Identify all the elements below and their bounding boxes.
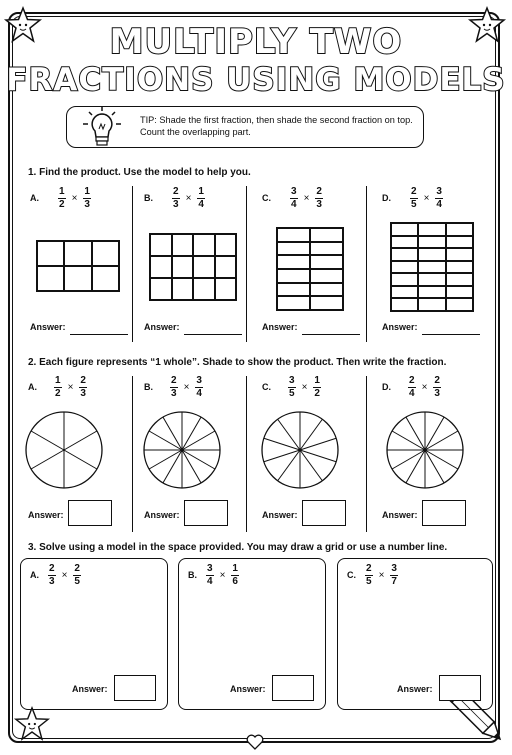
times-sign: × <box>185 193 192 204</box>
grid-cell[interactable] <box>310 242 343 256</box>
grid-cell[interactable] <box>277 228 310 242</box>
answer-label: Answer: <box>262 510 298 520</box>
denominator: 3 <box>171 388 177 399</box>
fraction <box>231 563 239 588</box>
numerator: 1 <box>198 186 204 197</box>
grid-cell[interactable] <box>446 236 473 249</box>
denominator: 4 <box>198 199 204 210</box>
divider <box>132 186 133 342</box>
denominator: 5 <box>74 576 80 587</box>
fraction <box>172 186 180 211</box>
answer-label: Answer: <box>230 684 266 694</box>
problem-letter: B. <box>144 382 153 392</box>
problem-letter: D. <box>382 193 391 203</box>
grid-cell[interactable] <box>310 255 343 269</box>
fraction <box>315 186 323 211</box>
denominator: 4 <box>196 388 202 399</box>
answer-label: Answer: <box>382 510 418 520</box>
numerator: 3 <box>436 186 442 197</box>
denominator: 4 <box>291 199 297 210</box>
denominator: 4 <box>207 576 213 587</box>
grid-cell[interactable] <box>277 283 310 297</box>
fraction-expression <box>48 563 81 588</box>
grid-cell[interactable] <box>277 255 310 269</box>
numerator: 2 <box>80 375 86 386</box>
section2-heading: 2. Each figure represents “1 whole”. Shade to show the product. Then write the fraction. <box>28 357 447 368</box>
divider <box>246 186 247 342</box>
grid-cell[interactable] <box>92 266 119 291</box>
circle-model[interactable] <box>260 410 340 490</box>
numerator: 2 <box>49 563 55 574</box>
section1-heading: 1. Find the product. Use the model to help you. <box>28 167 251 178</box>
fraction-expression <box>408 375 441 400</box>
numerator: 3 <box>391 563 397 574</box>
denominator: 2 <box>55 388 61 399</box>
answer-label: Answer: <box>30 322 66 332</box>
grid-cell[interactable] <box>418 261 445 274</box>
fraction-expression <box>172 186 205 211</box>
grid-cell[interactable] <box>172 234 194 256</box>
problem-letter: A. <box>30 193 39 203</box>
fraction-expression <box>410 186 443 211</box>
grid-cell[interactable] <box>193 234 215 256</box>
grid-cell[interactable] <box>391 286 418 299</box>
times-sign: × <box>183 382 190 393</box>
fraction-expression <box>54 375 87 400</box>
grid-cell[interactable] <box>391 273 418 286</box>
fraction <box>195 375 203 400</box>
grid-cell[interactable] <box>277 296 310 310</box>
grid-cell[interactable] <box>64 241 91 266</box>
fraction-expression <box>365 563 398 588</box>
answer-label: Answer: <box>144 322 180 332</box>
grid-cell[interactable] <box>391 248 418 261</box>
answer-label: Answer: <box>382 322 418 332</box>
denominator: 7 <box>391 576 397 587</box>
numerator: 2 <box>171 375 177 386</box>
grid-cell[interactable] <box>215 256 237 278</box>
problem-letter: D. <box>382 382 391 392</box>
numerator: 3 <box>196 375 202 386</box>
problem-letter: C. <box>347 570 356 580</box>
grid-cell[interactable] <box>418 286 445 299</box>
grid-cell[interactable] <box>277 242 310 256</box>
divider <box>366 376 367 532</box>
fraction <box>288 375 296 400</box>
grid-cell[interactable] <box>418 298 445 311</box>
grid-cell[interactable] <box>418 248 445 261</box>
grid-cell[interactable] <box>446 298 473 311</box>
grid-cell[interactable] <box>310 228 343 242</box>
fraction-expression <box>290 186 323 211</box>
grid-cell[interactable] <box>310 269 343 283</box>
numerator: 1 <box>55 375 61 386</box>
fraction <box>435 186 443 211</box>
fraction <box>410 186 418 211</box>
numerator: 2 <box>74 563 80 574</box>
numerator: 1 <box>84 186 90 197</box>
denominator: 4 <box>409 388 415 399</box>
answer-label: Answer: <box>72 684 108 694</box>
grid-cell[interactable] <box>64 266 91 291</box>
grid-cell[interactable] <box>418 236 445 249</box>
grid-cell[interactable] <box>277 269 310 283</box>
numerator: 3 <box>291 186 297 197</box>
divider <box>246 376 247 532</box>
grid-cell[interactable] <box>391 298 418 311</box>
numerator: 3 <box>289 375 295 386</box>
times-sign: × <box>219 570 226 581</box>
circle-model[interactable] <box>142 410 222 490</box>
divider <box>132 376 133 532</box>
fraction <box>408 375 416 400</box>
answer-box[interactable] <box>272 675 314 701</box>
area-model-grid[interactable] <box>276 227 344 311</box>
denominator: 6 <box>232 576 238 587</box>
grid-cell[interactable] <box>215 278 237 300</box>
fraction <box>206 563 214 588</box>
denominator: 3 <box>80 388 86 399</box>
grid-cell[interactable] <box>310 296 343 310</box>
numerator: 3 <box>207 563 213 574</box>
denominator: 3 <box>434 388 440 399</box>
grid-cell[interactable] <box>446 286 473 299</box>
grid-cell[interactable] <box>310 283 343 297</box>
answer-line[interactable] <box>422 334 480 335</box>
grid-cell[interactable] <box>391 261 418 274</box>
tip-text: TIP: Shade the first fraction, then shade the second fraction on top. Count the overlapping part. <box>140 115 413 137</box>
circle-model[interactable] <box>24 410 104 490</box>
times-sign: × <box>423 193 430 204</box>
grid-cell[interactable] <box>446 223 473 236</box>
denominator: 4 <box>436 199 442 210</box>
answer-box[interactable] <box>422 500 466 526</box>
fraction <box>313 375 321 400</box>
times-sign: × <box>301 382 308 393</box>
heart-icon <box>246 734 264 750</box>
fraction <box>170 375 178 400</box>
numerator: 1 <box>59 186 65 197</box>
answer-label: Answer: <box>144 510 180 520</box>
numerator: 2 <box>316 186 322 197</box>
section3-heading: 3. Solve using a model in the space provided. You may draw a grid or use a number line. <box>28 542 448 553</box>
grid-cell[interactable] <box>193 278 215 300</box>
fraction <box>433 375 441 400</box>
times-sign: × <box>378 570 385 581</box>
fraction <box>83 186 91 211</box>
denominator: 3 <box>173 199 179 210</box>
grid-cell[interactable] <box>37 266 64 291</box>
page-title-line2: FRACTIONS USING MODELS <box>6 62 506 98</box>
fraction-expression <box>288 375 321 400</box>
grid-cell[interactable] <box>150 278 172 300</box>
numerator: 2 <box>409 375 415 386</box>
answer-box[interactable] <box>184 500 228 526</box>
fraction <box>58 186 66 211</box>
answer-line[interactable] <box>184 334 242 335</box>
fraction-expression <box>206 563 239 588</box>
divider <box>366 186 367 342</box>
grid-cell[interactable] <box>215 234 237 256</box>
answer-line[interactable] <box>302 334 360 335</box>
times-sign: × <box>71 193 78 204</box>
denominator: 2 <box>314 388 320 399</box>
denominator: 3 <box>316 199 322 210</box>
times-sign: × <box>67 382 74 393</box>
fraction <box>197 186 205 211</box>
grid-cell[interactable] <box>446 248 473 261</box>
numerator: 2 <box>366 563 372 574</box>
problem-letter: B. <box>144 193 153 203</box>
answer-box[interactable] <box>439 675 481 701</box>
answer-label: Answer: <box>28 510 64 520</box>
answer-box[interactable] <box>302 500 346 526</box>
problem-letter: A. <box>28 382 37 392</box>
fraction <box>73 563 81 588</box>
star-icon <box>14 706 50 742</box>
grid-cell[interactable] <box>391 236 418 249</box>
fraction <box>290 186 298 211</box>
fraction <box>54 375 62 400</box>
denominator: 5 <box>366 576 372 587</box>
problem-letter: A. <box>30 570 39 580</box>
fraction <box>365 563 373 588</box>
denominator: 3 <box>49 576 55 587</box>
grid-cell[interactable] <box>418 223 445 236</box>
area-model-grid[interactable] <box>149 233 237 301</box>
answer-box[interactable] <box>114 675 156 701</box>
grid-cell[interactable] <box>150 234 172 256</box>
numerator: 2 <box>434 375 440 386</box>
denominator: 5 <box>411 199 417 210</box>
answer-line[interactable] <box>70 334 128 335</box>
grid-cell[interactable] <box>391 223 418 236</box>
page-title-line1: MULTIPLY TWO <box>109 22 403 62</box>
numerator: 1 <box>314 375 320 386</box>
times-sign: × <box>61 570 68 581</box>
times-sign: × <box>303 193 310 204</box>
grid-cell[interactable] <box>150 256 172 278</box>
problem-letter: C. <box>262 382 271 392</box>
denominator: 5 <box>289 388 295 399</box>
grid-cell[interactable] <box>446 273 473 286</box>
problem-letter: C. <box>262 193 271 203</box>
grid-cell[interactable] <box>172 256 194 278</box>
grid-cell[interactable] <box>172 278 194 300</box>
fraction <box>79 375 87 400</box>
denominator: 2 <box>59 199 65 210</box>
answer-box[interactable] <box>68 500 112 526</box>
answer-label: Answer: <box>397 684 433 694</box>
numerator: 2 <box>173 186 179 197</box>
times-sign: × <box>421 382 428 393</box>
fraction-expression <box>58 186 91 211</box>
fraction-expression <box>170 375 203 400</box>
numerator: 2 <box>411 186 417 197</box>
grid-cell[interactable] <box>37 241 64 266</box>
grid-cell[interactable] <box>92 241 119 266</box>
grid-cell[interactable] <box>193 256 215 278</box>
area-model-grid[interactable] <box>36 240 120 292</box>
area-model-grid[interactable] <box>390 222 474 312</box>
problem-letter: B. <box>188 570 197 580</box>
fraction <box>48 563 56 588</box>
grid-cell[interactable] <box>418 273 445 286</box>
circle-model[interactable] <box>385 410 465 490</box>
lightbulb-icon <box>82 104 122 150</box>
numerator: 1 <box>232 563 238 574</box>
grid-cell[interactable] <box>446 261 473 274</box>
answer-label: Answer: <box>262 322 298 332</box>
denominator: 3 <box>84 199 90 210</box>
fraction <box>390 563 398 588</box>
